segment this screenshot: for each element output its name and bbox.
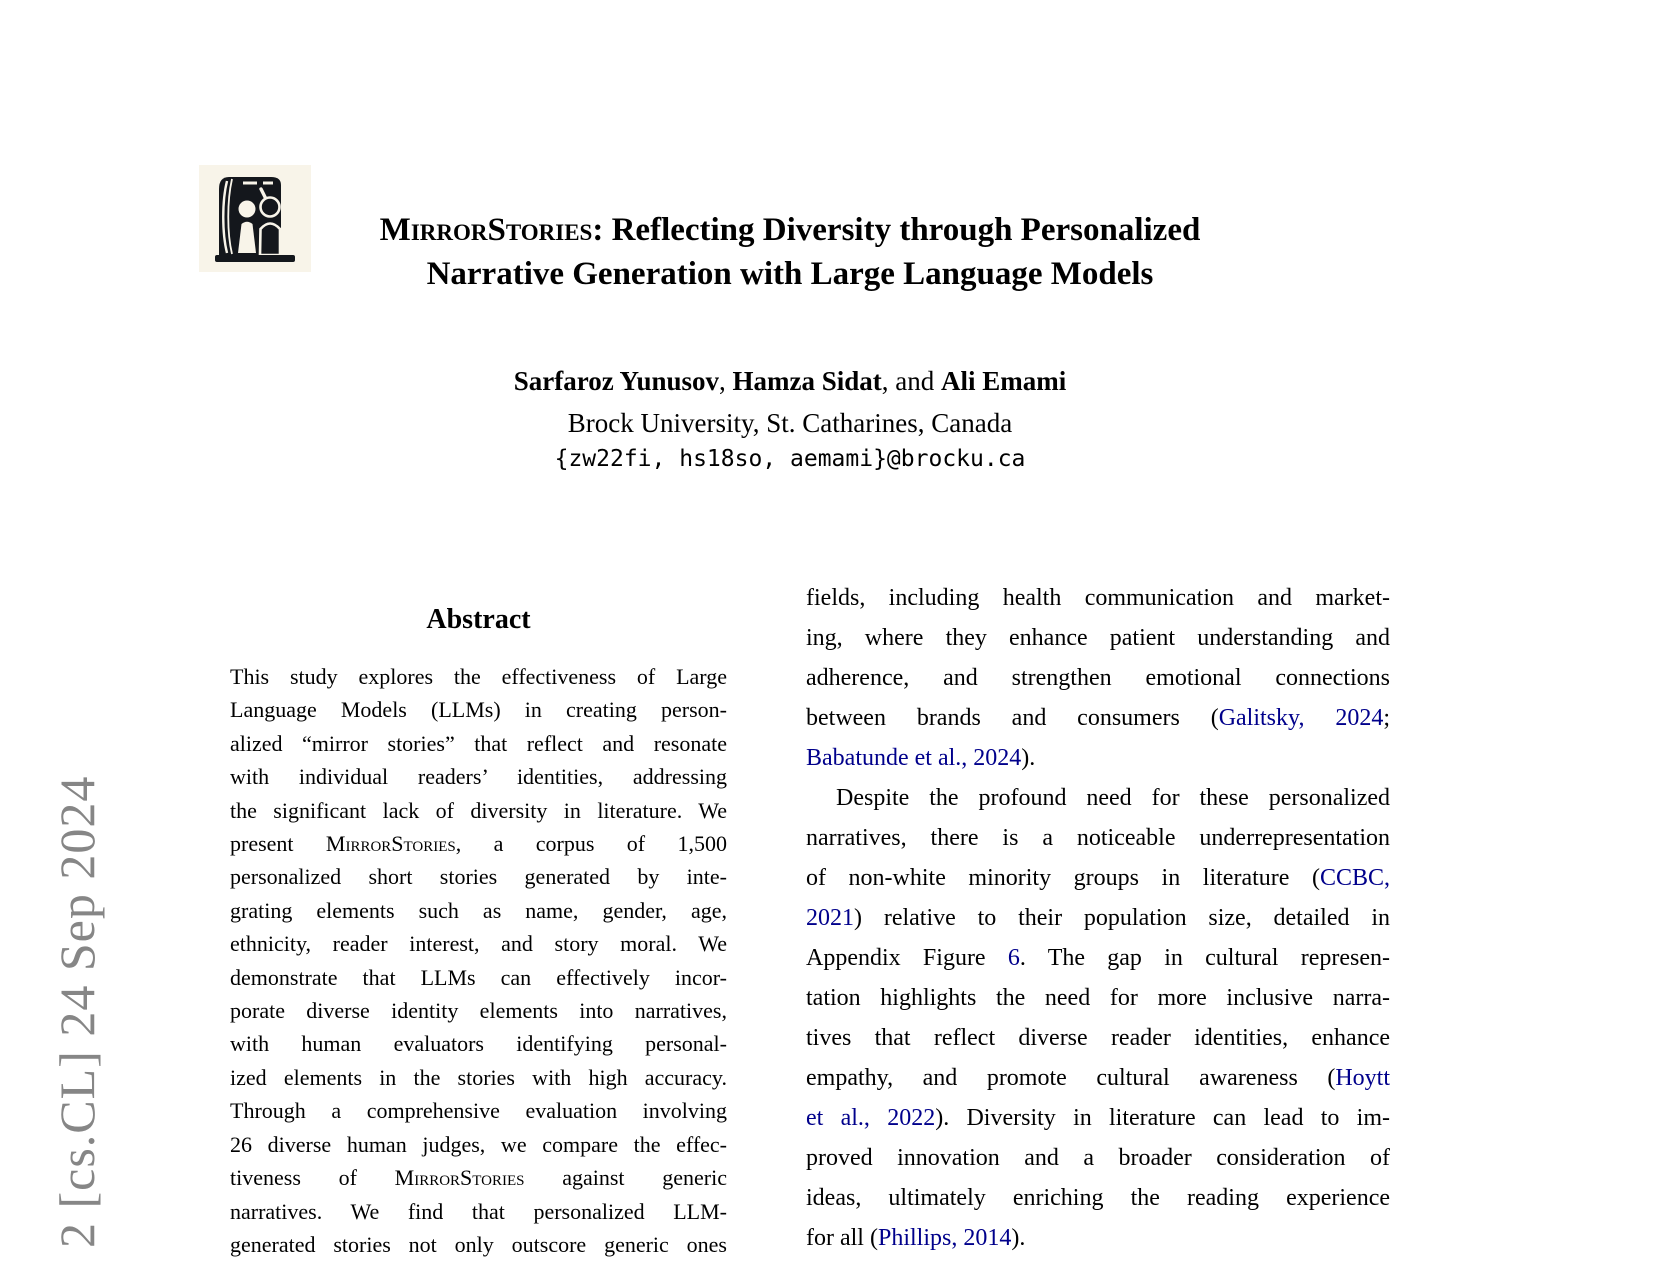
text-line <box>806 658 1390 698</box>
abstract-text <box>230 660 727 1261</box>
text-segment: empathy, and promote cultural awareness ( <box>806 1065 1336 1091</box>
text-segment: . The gap in cultural represen- <box>1019 945 1390 971</box>
text-segment: Through a comprehensive evaluation involving <box>230 1098 727 1124</box>
text-line <box>230 693 727 726</box>
text-line <box>806 1138 1390 1178</box>
text-line <box>230 1195 727 1228</box>
text-segment: tives that reflect diverse reader identities, enhance <box>806 1025 1390 1051</box>
text-line <box>230 894 727 927</box>
citation-link[interactable]: et al., 2022 <box>806 1105 936 1131</box>
text-segment: ethnicity, reader interest, and story moral. We <box>230 931 727 957</box>
text-segment: , <box>719 366 733 396</box>
text-line <box>230 794 727 827</box>
text-line <box>230 927 727 960</box>
text-line <box>230 1027 727 1060</box>
arxiv-watermark: 2 [cs.CL] 24 Sep 2024 <box>49 775 105 1248</box>
text-segment: ized elements in the stories with high accuracy. <box>230 1064 727 1090</box>
citation-link[interactable]: Hoytt <box>1335 1065 1390 1091</box>
paper-title <box>170 208 1410 296</box>
text-segment: Despite the profound need for these personalized <box>836 785 1390 811</box>
text-line <box>230 961 727 994</box>
text-line <box>230 727 727 760</box>
text-segment: 26 diverse human judges, we compare the effec- <box>230 1131 727 1157</box>
citation-link[interactable]: Babatunde et al., 2024 <box>806 745 1022 771</box>
author-emails: {zw22fi, hs18so, aemami}@brocku.ca <box>554 446 1026 472</box>
text-line <box>230 760 727 793</box>
text-line <box>230 1228 727 1261</box>
text-line <box>806 698 1390 738</box>
text-line <box>230 1094 727 1127</box>
text-segment: generated stories not only outscore generic ones <box>230 1231 727 1257</box>
text-segment: : Reflecting Diversity through Personalized <box>592 212 1201 248</box>
text-line <box>170 366 1410 397</box>
text-line <box>806 858 1390 898</box>
citation-link[interactable]: 6 <box>1007 945 1020 971</box>
text-segment: of non-white minority groups in literature ( <box>806 865 1320 891</box>
text-segment: ideas, ultimately enriching the reading experience <box>806 1185 1390 1211</box>
citation-link[interactable]: Phillips, 2014 <box>877 1225 1012 1251</box>
text-line <box>230 994 727 1027</box>
text-segment: MirrorStories <box>394 1165 525 1191</box>
text-line <box>230 660 727 693</box>
text-line <box>806 938 1390 978</box>
citation-link[interactable]: CCBC, <box>1319 865 1390 891</box>
text-segment: Ali Emami <box>941 366 1067 396</box>
text-line <box>806 1018 1390 1058</box>
text-line <box>170 252 1410 296</box>
text-segment: ). <box>1011 1225 1026 1251</box>
text-segment: adherence, and strengthen emotional connections <box>806 665 1390 691</box>
author-list <box>170 366 1410 397</box>
text-line <box>806 738 1390 778</box>
text-line <box>230 1128 727 1161</box>
text-segment: ; <box>1383 705 1390 731</box>
text-segment: demonstrate that LLMs can effectively incor- <box>230 964 727 990</box>
text-segment: Appendix Figure <box>806 945 1008 971</box>
text-segment: ). <box>1021 745 1036 771</box>
text-segment: tiveness of <box>230 1165 395 1191</box>
text-segment: Hamza Sidat <box>732 366 882 396</box>
text-line <box>806 618 1390 658</box>
text-segment: fields, including health communication and market- <box>806 585 1390 611</box>
text-line <box>806 1178 1390 1218</box>
text-line <box>806 1218 1390 1258</box>
text-segment: Narrative Generation with Large Language Models <box>426 256 1154 292</box>
text-segment: against generic <box>524 1165 727 1191</box>
citation-link[interactable]: Galitsky, 2024 <box>1218 705 1384 731</box>
text-line <box>230 1061 727 1094</box>
text-segment: Sarfaroz Yunusov <box>513 366 720 396</box>
text-segment: between brands and consumers ( <box>806 705 1219 731</box>
affiliation: Brock University, St. Catharines, Canada <box>567 408 1013 438</box>
text-segment: tation highlights the need for more inclusive narra- <box>806 985 1390 1011</box>
text-segment: personalized short stories generated by inte- <box>230 864 727 890</box>
text-segment: ). Diversity in literature can lead to im- <box>935 1105 1391 1131</box>
text-segment: the significant lack of diversity in literature. We <box>230 797 727 823</box>
text-line <box>806 898 1390 938</box>
text-line <box>806 1098 1390 1138</box>
text-segment: present <box>230 831 326 857</box>
text-segment: , a corpus of 1,500 <box>455 831 727 857</box>
text-segment: with human evaluators identifying personal- <box>230 1031 727 1057</box>
text-segment: ing, where they enhance patient understanding and <box>806 625 1390 651</box>
text-segment: grating elements such as name, gender, age, <box>230 897 727 923</box>
text-segment: ) relative to their population size, detailed in <box>854 905 1390 931</box>
text-segment: porate diverse identity elements into narratives, <box>230 998 727 1024</box>
introduction-text <box>806 578 1390 1258</box>
text-line <box>806 1058 1390 1098</box>
text-segment: with individual readers’ identities, addressing <box>230 764 727 790</box>
text-segment: proved innovation and a broader consideration of <box>806 1145 1390 1171</box>
text-segment: Language Models (LLMs) in creating person- <box>230 697 727 723</box>
text-line <box>170 208 1410 252</box>
text-segment: This study explores the effectiveness of Large <box>230 664 727 689</box>
text-segment: MirrorStories <box>379 212 593 248</box>
citation-link[interactable]: 2021 <box>806 905 854 931</box>
text-line <box>806 978 1390 1018</box>
abstract-heading: Abstract <box>426 604 531 635</box>
text-segment: MirrorStories <box>325 831 456 857</box>
text-segment: narratives, there is a noticeable underrepresentation <box>806 825 1390 851</box>
text-segment: for all ( <box>806 1225 878 1251</box>
text-line <box>806 778 1390 818</box>
text-line <box>806 818 1390 858</box>
text-line <box>230 860 727 893</box>
text-line <box>230 827 727 860</box>
text-segment: , and <box>881 366 942 396</box>
text-segment: alized “mirror stories” that reflect and resonate <box>230 730 727 756</box>
text-line <box>230 1161 727 1194</box>
text-line <box>806 578 1390 618</box>
text-segment: narratives. We find that personalized LLM- <box>230 1198 727 1224</box>
